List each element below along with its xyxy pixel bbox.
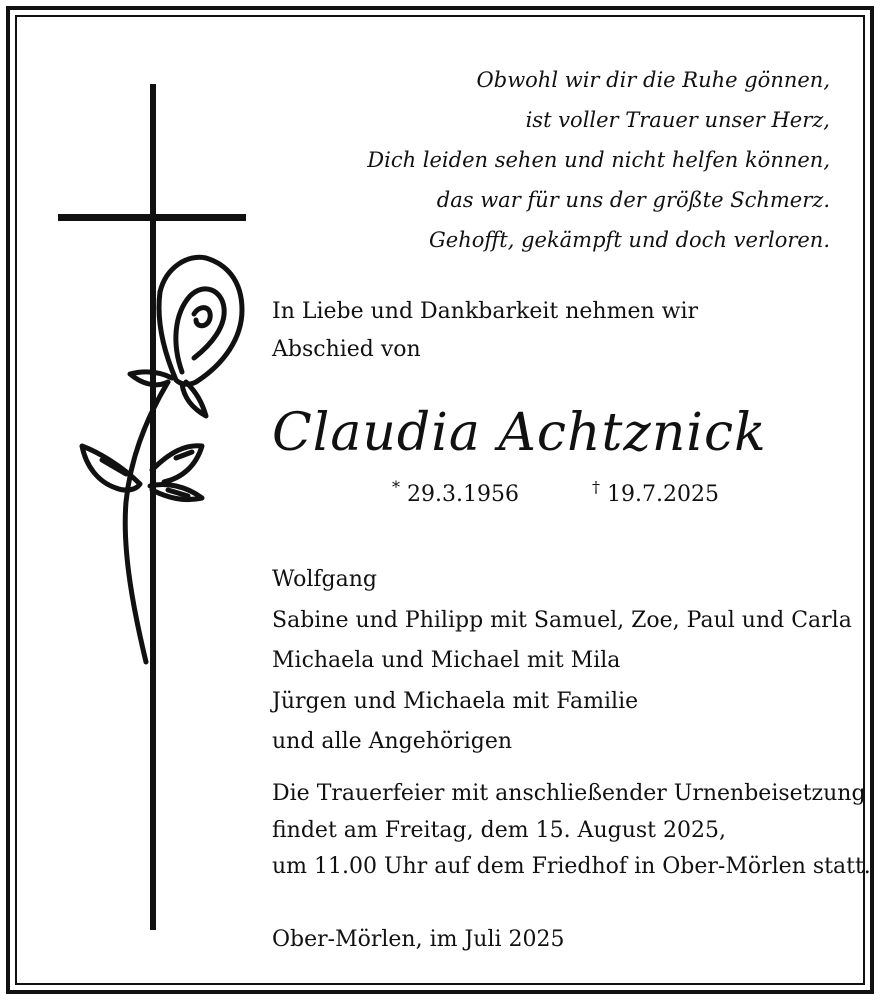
death-date [592,478,719,512]
poem-line: Gehofft, gekämpft und doch verloren. [429,228,830,252]
birth-symbol: * [392,477,400,497]
service-line: findet am Freitag, dem 15. August 2025, [272,817,726,843]
poem-line: Obwohl wir dir die Ruhe gönnen, [476,68,830,92]
birth-date-value: 29.3.1956 [407,482,519,507]
family-list [272,560,852,763]
intro-text [272,293,698,369]
family-line: Michaela und Michael mit Mila [272,648,621,673]
cross-icon [58,84,246,930]
service-line: Die Trauerfeier mit anschließender Urnenbeisetzung [272,781,866,806]
poem-line: ist voller Trauer unser Herz, [525,108,830,132]
family-line: Wolfgang [272,567,377,592]
family-line: und alle Angehörigen [272,729,513,754]
poem [310,60,830,260]
service-info [272,776,871,886]
family-line: Sabine und Philipp mit Samuel, Zoe, Paul und Carla [272,607,852,633]
birth-date [392,478,519,512]
intro-line: In Liebe und Dankbarkeit nehmen wir [272,299,699,324]
service-line: um 11.00 Uhr auf dem Friedhof in Ober-Mörlen statt. [272,854,871,879]
death-symbol: † [592,477,600,497]
deceased-name: Claudia Achtznick [272,403,767,463]
rose-icon [82,257,242,662]
cross-rose-graphic [56,82,256,932]
poem-line: Dich leiden sehen und nicht helfen können, [367,148,830,172]
poem-line: das war für uns der größte Schmerz. [436,188,830,212]
intro-line: Abschied von [272,337,421,362]
closing-place-date: Ober-Mörlen, im Juli 2025 [272,927,565,952]
family-line: Jürgen und Michaela mit Familie [272,688,639,714]
death-date-value: 19.7.2025 [607,482,719,507]
